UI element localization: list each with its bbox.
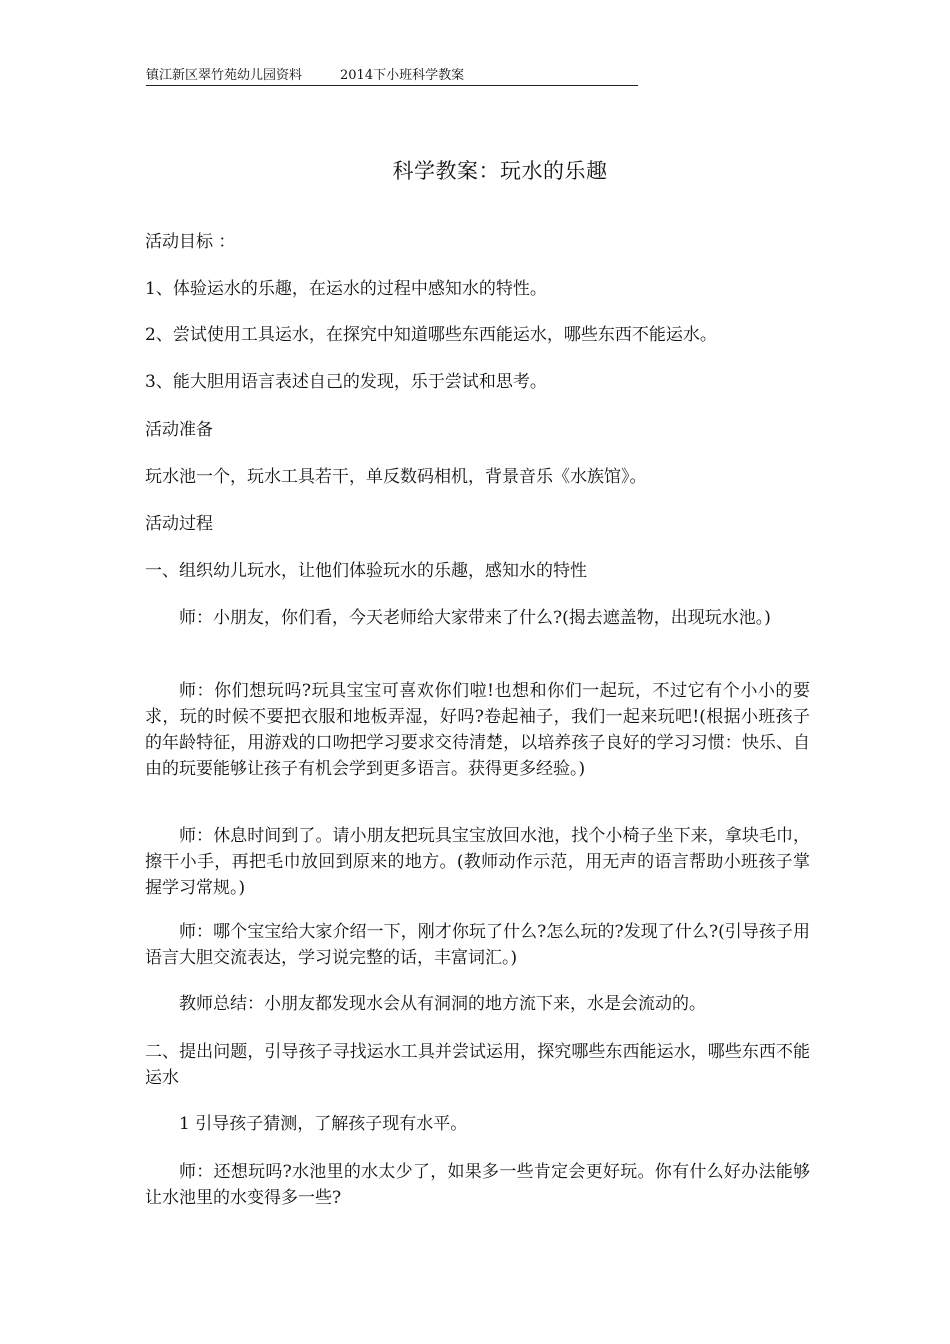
step1-paragraph: 师：小朋友，你们看，今天老师给大家带来了什么?(揭去遮盖物，出现玩水池。) [179,608,771,628]
step2-subheading: 1 引导孩子猜测，了解孩子现有水平。 [179,1114,468,1134]
page-header [146,66,638,86]
header-school-name: 镇江新区翠竹苑幼儿园资料 [146,68,303,83]
goal-item-3: 3、能大胆用语言表述自己的发现，乐于尝试和思考。 [145,372,547,392]
teacher-summary: 教师总结：小朋友都发现水会从有洞洞的地方流下来，水是会流动的。 [179,994,706,1014]
document-title: 科学教案：玩水的乐趣 [392,159,608,183]
prep-text: 玩水池一个，玩水工具若干，单反数码相机，背景音乐《水族馆》。 [145,467,647,487]
goals-heading: 活动目标 ： [145,232,236,252]
prep-heading: 活动准备 [145,420,213,440]
process-heading: 活动过程 [145,514,213,534]
goal-item-1: 1、体验运水的乐趣，在运水的过程中感知水的特性。 [145,279,547,299]
step2-heading: 二、提出问题，引导孩子寻找运水工具并尝试运用，探究哪些东西能运水，哪些东西不能运水 [145,1042,810,1088]
step1-paragraph: 师：哪个宝宝给大家介绍一下，刚才你玩了什么?怎么玩的?发现了什么?(引导孩子用语言大胆交流表达，学习说完整的话，丰富词汇。) [145,922,810,968]
goal-item-2: 2、尝试使用工具运水，在探究中知道哪些东西能运水，哪些东西不能运水。 [145,325,717,345]
step1-heading: 一、组织幼儿玩水，让他们体验玩水的乐趣，感知水的特性 [145,561,587,581]
step1-paragraph: 师：你们想玩吗?玩具宝宝可喜欢你们啦!也想和你们一起玩，不过它有个小小的要求，玩的时候不要把衣服和地板弄湿，好吗?卷起袖子，我们一起来玩吧!(根据小班孩子的年龄特征，用游戏的口吻把学习要求交待清楚，以培养孩子良好的学习习惯：快乐、自由的玩要能够让孩子有机会学到更多语言。获得更多经验。) [145,681,810,779]
step2-paragraph: 师：还想玩吗?水池里的水太少了，如果多一些肯定会更好玩。你有什么好办法能够让水池里的水变得多一些? [145,1162,810,1208]
header-term: 2014下小班科学教案 [340,68,465,83]
step1-paragraph: 师：休息时间到了。请小朋友把玩具宝宝放回水池，找个小椅子坐下来，拿块毛巾，擦干小手，再把毛巾放回到原来的地方。(教师动作示范，用无声的语言帮助小班孩子掌握学习常规。) [145,826,810,898]
